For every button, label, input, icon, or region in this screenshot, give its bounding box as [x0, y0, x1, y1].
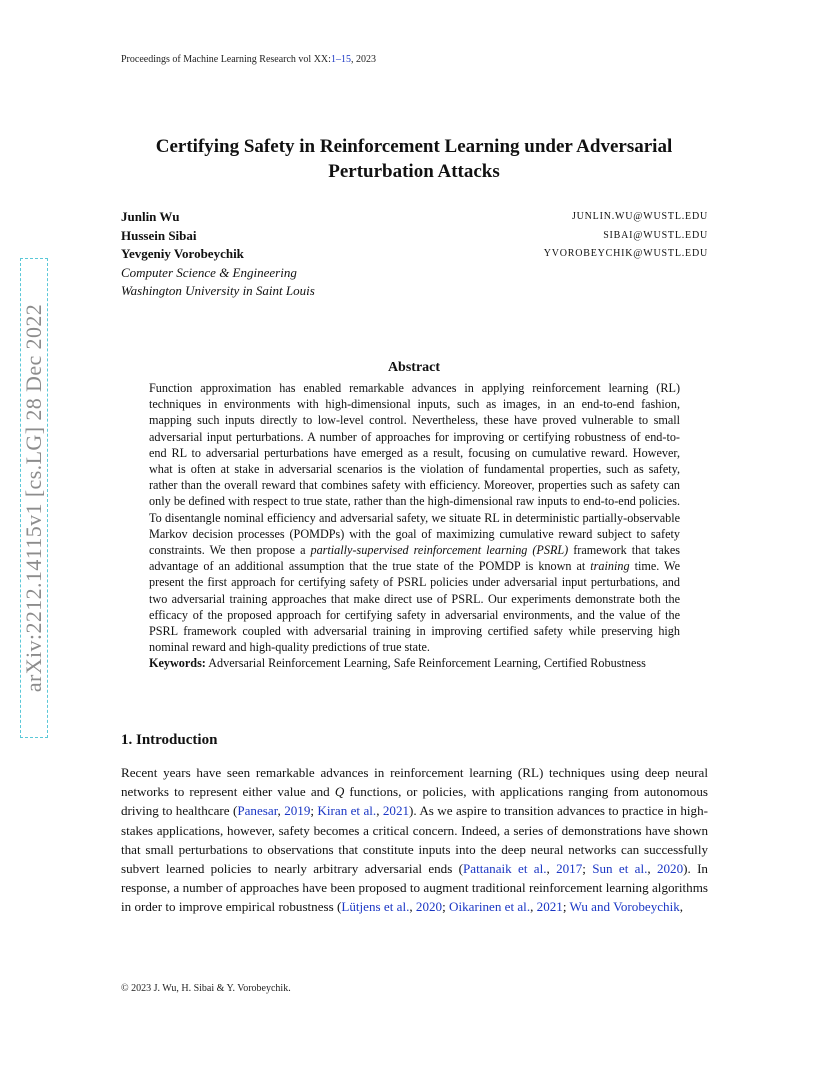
- affiliation-line: Computer Science & Engineering: [121, 264, 297, 280]
- citation-year-link[interactable]: 2020: [656, 861, 684, 877]
- intro-text-segment: ). In response, a number of approaches have been proposed to augment traditional reinforcement learning algorithms in order to improve empirical robustness (: [121, 861, 708, 915]
- math-symbol: Q: [334, 784, 345, 800]
- citation-link[interactable]: Wu and Vorobeychik: [569, 899, 680, 915]
- introduction-body: [121, 763, 708, 917]
- keywords-label: Keywords:: [149, 656, 206, 671]
- author-name: Yevgeniy Vorobeychik: [121, 246, 244, 261]
- arxiv-stamp-text[interactable]: arXiv:2212.14115v1 [cs.LG] 28 Dec 2022: [21, 303, 46, 693]
- intro-text-segment: Recent years have seen remarkable advances in reinforcement learning (RL) techniques using deep neural networks to represent either value and: [121, 765, 708, 800]
- abstract-body: [149, 380, 680, 672]
- author-email[interactable]: YVOROBEYCHIK@WUSTL.EDU: [543, 248, 708, 259]
- author-emails: [544, 208, 708, 264]
- citation-link[interactable]: Pattanaik et al.: [462, 861, 547, 877]
- page-range-link[interactable]: 1–15: [330, 54, 351, 65]
- abstract-text-segment: time. We present the first approach for certifying safety of PSRL policies under adversarial input perturbations, and two adversarial training approaches that make direct use of PSRL. Our experiments demonstrate both the efficacy of the proposed approach for certifying safety in adversarial environments, and the value of the PSRL framework coupled with adversarial training in improving certified safety while preserving high nominal reward and high-quality predictions of true state.: [149, 559, 680, 655]
- citation-link[interactable]: Panesar: [237, 803, 278, 819]
- author-name: Junlin Wu: [121, 209, 180, 224]
- keywords-text: Adversarial Reinforcement Learning, Safe Reinforcement Learning, Certified Robustness: [208, 656, 646, 671]
- copyright-footer: © 2023 J. Wu, H. Sibai & Y. Vorobeychik.: [121, 983, 291, 994]
- abstract-emphasis: training: [590, 559, 630, 574]
- citation-link[interactable]: Kiran et al.: [317, 803, 377, 819]
- citation-link[interactable]: Sun et al.: [592, 861, 648, 877]
- introduction-paragraph: Recent years have seen remarkable advances in reinforcement learning (RL) techniques using deep neural networks to represent either value and Q functions, or policies, with applications ranging from autonomous driving to healthcare (Panesar, 2019; Kiran et al., 2021). As we aspire to transition advances to practice in high-stakes applications, however, safety becomes a critical concern. Indeed, a series of demonstrations have shown that small perturbations to observations that constitute inputs into the deep neural networks can successfully subvert learned policies to nearly arbitrary adversarial ends (Pattanaik et al., 2017; Sun et al., 2020). In response, a number of approaches have been proposed to augment traditional reinforcement learning algorithms in order to improve empirical robustness (Lütjens et al., 2020; Oikarinen et al., 2021; Wu and Vorobeychik,: [121, 765, 708, 915]
- author-block: [121, 208, 315, 301]
- author-email[interactable]: SIBAI@WUSTL.EDU: [603, 229, 708, 241]
- intro-text-segment: ). As we aspire to transition advances to practice in high-stakes applications, however, safety becomes a critical concern. Indeed, a series of demonstrations have shown that small perturbations to observations that constitute inputs into the deep neural networks can successfully subvert learned policies to nearly arbitrary adversarial ends (: [121, 803, 708, 877]
- intro-text-segment: functions, or policies, with applications ranging from autonomous driving to healthcare (: [121, 784, 708, 819]
- author-name: Hussein Sibai: [121, 227, 197, 243]
- paper-title: Certifying Safety in Reinforcement Learning under Adversarial Perturbation Attacks: [155, 136, 673, 182]
- running-head: [121, 54, 376, 65]
- intro-text-segment: ,: [679, 899, 684, 915]
- abstract-text-segment: Function approximation has enabled remarkable advances in applying reinforcement learning (RL) techniques in environments with high-dimensional inputs, such as images, in an end-to-end fashion, mapping such inputs directly to low-level control. Nevertheless, these have proved vulnerable to small adversarial input perturbations. A number of approaches for improving or certifying robustness of end-to-end RL to adversarial perturbations have emerged as a result, focusing on cumulative reward. However, what is often at stake in adversarial scenarios is the violation of fundamental properties, such as safety, rather than the overall reward that combines safety with efficiency. Moreover, properties such as safety can only be defined with respect to true state, rather than the high-dimensional raw inputs to end-to-end policies. To disentangle nominal efficiency and adversarial safety, we situate RL in deterministic partially-observable Markov decision processes (POMDPs) with the goal of maximizing cumulative reward subject to safety constraints. We then propose a: [149, 381, 680, 558]
- citation-link[interactable]: Lütjens et al.: [341, 899, 410, 915]
- citation-year-link[interactable]: 2020: [415, 899, 443, 915]
- citation-year-link[interactable]: 2021: [382, 803, 410, 819]
- citation-year-link[interactable]: 2019: [284, 803, 311, 819]
- citation-year-link[interactable]: 2017: [556, 861, 583, 877]
- arxiv-stamp[interactable]: [20, 258, 48, 738]
- author-email[interactable]: JUNLIN.WU@WUSTL.EDU: [571, 211, 708, 222]
- running-head-prefix: Proceedings of Machine Learning Research vol XX:: [121, 54, 331, 65]
- citation-year-link[interactable]: 2021: [536, 899, 563, 915]
- affiliation-line: Washington University in Saint Louis: [121, 283, 315, 298]
- abstract-text-segment: framework that takes advantage of an additional assumption that the true state of the POMDP is known at: [149, 543, 680, 574]
- section-heading-introduction: 1. Introduction: [121, 732, 218, 748]
- abstract-text: [149, 380, 680, 655]
- keywords: [149, 655, 680, 671]
- citation-link[interactable]: Oikarinen et al.: [449, 899, 531, 915]
- abstract-emphasis: partially-supervised reinforcement learning (PSRL): [310, 543, 569, 558]
- running-head-suffix: , 2023: [350, 54, 376, 65]
- abstract-heading: Abstract: [387, 360, 441, 375]
